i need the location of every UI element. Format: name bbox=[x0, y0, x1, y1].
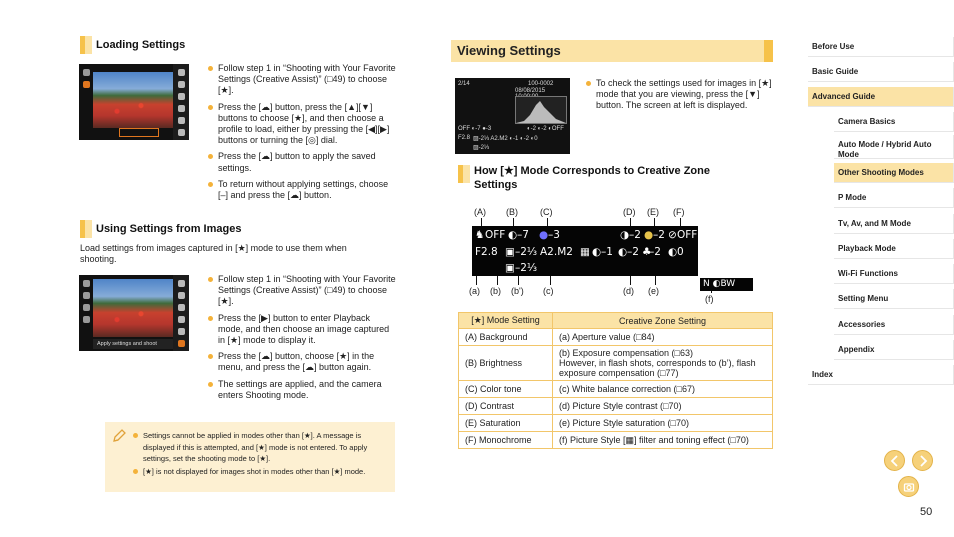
strip-color-tone: –3 bbox=[548, 229, 560, 241]
loading-bullet: Press the [☁] button to apply the saved settings. bbox=[208, 151, 396, 173]
page-number: 50 bbox=[920, 506, 933, 518]
using-settings-heading: Using Settings from Images bbox=[80, 220, 241, 238]
label-f: (f) bbox=[705, 294, 714, 304]
note-bullet: Settings cannot be applied in modes other than [★]. A message is displayed if this is attempted, and [★] mode is not entered. To apply settings, set the shooting mode to [★]. bbox=[133, 430, 388, 465]
playback-counter: 2/14 bbox=[458, 81, 470, 87]
note-box bbox=[105, 422, 395, 492]
label-e: (e) bbox=[648, 286, 659, 296]
viewing-settings-title: Viewing Settings bbox=[457, 43, 561, 58]
strip-pic-tone: 0 bbox=[677, 246, 684, 258]
nav-item-camera-basics[interactable]: Camera Basics bbox=[834, 112, 954, 132]
loading-settings-heading: Loading Settings bbox=[80, 36, 185, 54]
nav-item-auto-mode-hybrid-auto-mode[interactable]: Auto Mode / Hybrid Auto Mode bbox=[834, 135, 954, 159]
mode-setting-cell: (E) Saturation bbox=[459, 415, 553, 432]
mode-setting-cell: (C) Color tone bbox=[459, 381, 553, 398]
label-a: (a) bbox=[469, 286, 480, 296]
label-b-prime: (b') bbox=[511, 286, 524, 296]
home-button[interactable] bbox=[898, 476, 919, 497]
label-d: (d) bbox=[623, 286, 634, 296]
using-bullet: Press the [▶] button to enter Playback mode, and then choose an image captured in [★] mode to display it. bbox=[208, 313, 396, 347]
loading-bullet: Follow step 1 in “Shooting with Your Favorite Settings (Creative Assist)” (□49) to choose [★]. bbox=[208, 63, 396, 97]
label-F: (F) bbox=[673, 207, 685, 217]
how-mode-heading: How [★] Mode Corresponds to Creative Zone Settings bbox=[458, 165, 748, 199]
nav-item-other-shooting-modes[interactable]: Other Shooting Modes bbox=[834, 163, 954, 183]
label-E: (E) bbox=[647, 207, 659, 217]
playback-screen bbox=[455, 78, 570, 154]
nav-item-before-use[interactable]: Before Use bbox=[808, 37, 954, 57]
nav-item-appendix[interactable]: Appendix bbox=[834, 340, 954, 360]
strip-aperture: F2.8 bbox=[475, 246, 498, 258]
label-D: (D) bbox=[623, 207, 636, 217]
table-row bbox=[459, 346, 773, 381]
viewing-settings-banner bbox=[451, 40, 773, 62]
histogram bbox=[515, 96, 567, 124]
strip-monochrome: OFF bbox=[677, 229, 698, 241]
label-C: (C) bbox=[540, 207, 553, 217]
nav-item-p-mode[interactable]: P Mode bbox=[834, 188, 954, 208]
next-page-button[interactable] bbox=[912, 450, 933, 471]
pencil-icon bbox=[111, 428, 127, 444]
loading-bullet: To return without applying settings, choose [–] and press the [☁] button. bbox=[208, 179, 396, 201]
strip-mono-filter: N ◐BW bbox=[703, 279, 736, 289]
strip-exposure: –2⅓ bbox=[515, 246, 538, 258]
monochrome-filter-box bbox=[700, 278, 753, 291]
previous-page-button[interactable] bbox=[884, 450, 905, 471]
strip-pic-contrast: –1 bbox=[601, 246, 613, 258]
creative-zone-cell: (c) White balance correction (□67) bbox=[553, 381, 773, 398]
playback-row1b: ◐-2 ◐-2 ◐OFF bbox=[527, 126, 564, 132]
arrow-left-icon bbox=[889, 455, 901, 467]
creative-zone-cell: (f) Picture Style [▦] filter and toning effect (□70) bbox=[553, 432, 773, 449]
label-A: (A) bbox=[474, 207, 486, 217]
mode-setting-cell: (A) Background bbox=[459, 329, 553, 346]
nav-item-basic-guide[interactable]: Basic Guide bbox=[808, 62, 954, 82]
viewing-bullets bbox=[586, 78, 772, 117]
table-header: Creative Zone Setting bbox=[553, 313, 773, 329]
strip-pic-saturation: –2 bbox=[627, 246, 639, 258]
home-icon bbox=[903, 481, 915, 493]
mode-setting-cell: (D) Contrast bbox=[459, 398, 553, 415]
loading-bullet: Press the [☁] button, press the [▲][▼] buttons to choose [★], and then choose a profile to load, either by pressing the [◀][▶] buttons or turning the [◎] dial. bbox=[208, 102, 396, 147]
viewing-bullet: To check the settings used for images in [★] mode that you are viewing, press the [▼] button. The screen at left is displayed. bbox=[586, 78, 772, 112]
using-bullet: Press the [☁] button, choose [★] in the menu, and press the [☁] button again. bbox=[208, 351, 396, 373]
playback-folder: 100-0002 bbox=[528, 81, 554, 87]
strip-background: OFF bbox=[485, 229, 506, 241]
mode-setting-cell: (B) Brightness bbox=[459, 346, 553, 381]
creative-zone-cell: (e) Picture Style saturation (□70) bbox=[553, 415, 773, 432]
nav-item-wi-fi-functions[interactable]: Wi-Fi Functions bbox=[834, 264, 954, 284]
mode-setting-cell: (F) Monochrome bbox=[459, 432, 553, 449]
strip-saturation: –2 bbox=[653, 229, 665, 241]
arrow-right-icon bbox=[917, 455, 929, 467]
label-B: (B) bbox=[506, 207, 518, 217]
table-row bbox=[459, 398, 773, 415]
label-c: (c) bbox=[543, 286, 554, 296]
creative-zone-cell: (a) Aperture value (□84) bbox=[553, 329, 773, 346]
strip-contrast: –2 bbox=[629, 229, 641, 241]
using-intro: Load settings from images captured in [★] mode to use them when shooting. bbox=[80, 243, 347, 265]
playback-row3: ▨-2⅓ bbox=[473, 145, 490, 151]
table-row bbox=[459, 415, 773, 432]
nav-item-playback-mode[interactable]: Playback Mode bbox=[834, 239, 954, 259]
nav-item-setting-menu[interactable]: Setting Menu bbox=[834, 289, 954, 309]
nav-item-index[interactable]: Index bbox=[808, 365, 954, 385]
playback-row1: OFF ◐-7 ●-3 bbox=[458, 126, 492, 132]
strip-flash-exposure: –2⅓ bbox=[515, 262, 538, 274]
creative-zone-cell: (d) Picture Style contrast (□70) bbox=[553, 398, 773, 415]
creative-settings-strip: ♞ OFF ◐ –7 ● –3 ◑ –2 ● –2 ⊘ OFF F2.8 ▣ –2⅓ A2.M2 ▦ ◐ –1 ◐ –2 ♣ –2 ◐ 0 ▣ –2⅓ bbox=[472, 226, 698, 276]
apply-settings-caption: Apply settings and shoot bbox=[93, 339, 173, 349]
table-row bbox=[459, 329, 773, 346]
nav-item-accessories[interactable]: Accessories bbox=[834, 315, 954, 335]
label-b: (b) bbox=[490, 286, 501, 296]
using-bullet: Follow step 1 in “Shooting with Your Favorite Settings (Creative Assist)” (□49) to choose [★]. bbox=[208, 274, 396, 308]
correspondence-table bbox=[458, 312, 773, 449]
playback-datetime: 08/08/2015 bbox=[515, 88, 546, 94]
note-bullet: [★] is not displayed for images shot in modes other than [★] mode. bbox=[133, 466, 388, 478]
nav-item-tv-av-and-m-mode[interactable]: Tv, Av, and M Mode bbox=[834, 214, 954, 234]
strip-white-balance: A2.M2 bbox=[540, 246, 573, 258]
camera-screen-using bbox=[79, 275, 189, 351]
table-row bbox=[459, 432, 773, 449]
playback-row2: ▨-2⅓ A2.M2 ◐-1 ◐-2 ◐0 bbox=[473, 136, 538, 142]
loading-bullets bbox=[208, 63, 396, 206]
camera-screen-loading bbox=[79, 64, 189, 140]
table-row bbox=[459, 381, 773, 398]
playback-aperture: F2.8 bbox=[458, 135, 471, 141]
using-bullets bbox=[208, 274, 396, 406]
strip-pic-sharpness: –2 bbox=[649, 246, 661, 258]
strip-brightness: –7 bbox=[517, 229, 529, 241]
using-bullet: The settings are applied, and the camera enters Shooting mode. bbox=[208, 379, 396, 401]
nav-item-advanced-guide[interactable]: Advanced Guide bbox=[808, 87, 954, 107]
creative-zone-cell: (b) Exposure compensation (□63) However, in flash shots, corresponds to (b’), flash exposure compensation (□77) bbox=[553, 346, 773, 381]
table-header: [★] Mode Setting bbox=[459, 313, 553, 329]
